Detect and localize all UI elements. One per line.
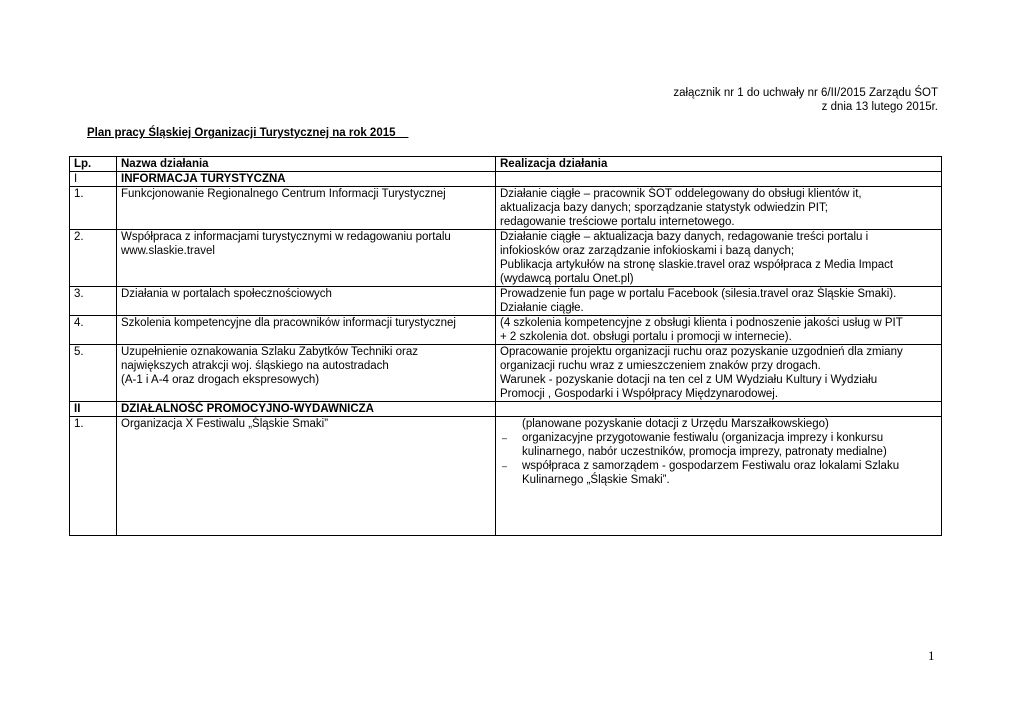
row-realization [496, 345, 942, 402]
row-name-line: największych atrakcji woj. śląskiego na autostradach [121, 360, 389, 372]
row-realization-line: infokiosków oraz zarządzanie infokioskami i bazą danych; [500, 245, 795, 257]
list-item-line: Kulinarnego „Śląskie Smaki”. [522, 474, 670, 486]
section-lp: I [70, 172, 117, 187]
list-item [500, 431, 937, 459]
attachment-note-line2: z dnia 13 lutego 2015r. [821, 101, 938, 113]
row-name-line: Działania w portalach społecznościowych [121, 288, 332, 300]
table-row [70, 316, 942, 345]
section-empty [496, 172, 942, 187]
row-name-line: Współpraca z informacjami turystycznymi w redagowaniu portalu [121, 231, 451, 243]
row-name [117, 316, 496, 345]
section-lp: II [70, 402, 117, 417]
row-realization-line: Promocji , Gospodarki i Współpracy Międzynarodowej. [500, 388, 779, 400]
row-lp: 1. [70, 417, 117, 536]
list-item [500, 459, 937, 487]
work-plan-table [69, 156, 942, 536]
list-item-line: kulinarnego, nabór uczestników, promocja imprezy, patronaty medialne) [522, 446, 887, 458]
section-name: DZIAŁALNOŚĆ PROMOCYJNO-WYDAWNICZA [117, 402, 496, 417]
table-header-row [70, 157, 942, 172]
row-lp: 4. [70, 316, 117, 345]
row-name-line: Szkolenia kompetencyjne dla pracowników informacji turystycznej [121, 317, 456, 329]
section-name: INFORMACJA TURYSTYCZNA [117, 172, 496, 187]
row-name-line: www.slaskie.travel [121, 245, 215, 257]
row-name-line: Funkcjonowanie Regionalnego Centrum Informacji Turystycznej [121, 188, 446, 200]
row-name-line: Uzupełnienie oznakowania Szlaku Zabytków Techniki oraz [121, 346, 419, 358]
header-lp: Lp. [70, 157, 117, 172]
row-realization-line: Działanie ciągłe. [500, 302, 584, 314]
row-realization-line: Prowadzenie fun page w portalu Facebook (silesia.travel oraz Śląskie Smaki). [500, 288, 897, 300]
section-row-1 [70, 172, 942, 187]
row-lp: 5. [70, 345, 117, 402]
table-row [70, 417, 942, 536]
row-lp: 1. [70, 187, 117, 230]
table-row [70, 187, 942, 230]
attachment-note [673, 86, 938, 114]
row-realization [496, 187, 942, 230]
row-lp: 3. [70, 287, 117, 316]
header-realization: Realizacja działania [496, 157, 942, 172]
row-realization-line: Warunek - pozyskanie dotacji na ten cel z UM Wydziału Kultury i Wydziału [500, 374, 878, 386]
section-row-2 [70, 402, 942, 417]
row-name: Organizacja X Festiwalu „Śląskie Smaki” [117, 417, 496, 536]
row-realization-line: Opracowanie projektu organizacji ruchu oraz pozyskanie uzgodnień dla zmiany [500, 346, 903, 358]
document-title [87, 127, 408, 139]
row-realization-line: organizacji ruchu wraz z umieszczeniem znaków przy drogach. [500, 360, 821, 372]
row-realization-line: Działanie ciągłe – aktualizacja bazy danych, redagowanie treści portalu i [500, 231, 869, 243]
row-name [117, 230, 496, 287]
list-item-line: – współpraca z samorządem - gospodarzem Festiwalu oraz lokalami Szlaku [522, 460, 900, 472]
table-row [70, 287, 942, 316]
row-realization-line: + 2 szkolenia dot. obsługi portalu i promocji w internecie). [500, 331, 792, 343]
row-name [117, 287, 496, 316]
table-row [70, 230, 942, 287]
row-name [117, 187, 496, 230]
row-realization-line: (4 szkolenia kompetencyjne z obsługi klienta i podnoszenie jakości usług w PIT [500, 317, 903, 329]
row-lp: 2. [70, 230, 117, 287]
row-name [117, 345, 496, 402]
festival-task-list [500, 417, 937, 487]
list-item [500, 417, 937, 431]
row-realization [496, 316, 942, 345]
document-title-text: Plan pracy Śląskiej Organizacji Turystycznej na rok 2015 [87, 127, 396, 139]
table-row [70, 345, 942, 402]
row-realization-line: aktualizacja bazy danych; sporządzanie statystyk odwiedzin PIT; [500, 202, 828, 214]
row-realization-line: Działanie ciągłe – pracownik ŚOT oddelegowany do obsługi klientów it, [500, 188, 862, 200]
row-realization-line: Publikacja artykułów na stronę slaskie.travel oraz współpraca z Media Impact [500, 259, 894, 271]
attachment-note-line1: załącznik nr 1 do uchwały nr 6/II/2015 Zarządu ŚOT [673, 87, 938, 99]
page-number: 1 [928, 648, 935, 663]
row-realization [496, 230, 942, 287]
list-item-line: – organizacyjne przygotowanie festiwalu (organizacja imprezy i konkursu [522, 432, 884, 444]
header-name: Nazwa działania [117, 157, 496, 172]
row-realization-line: redagowanie treściowe portalu internetowego. [500, 216, 735, 228]
list-item-line: (planowane pozyskanie dotacji z Urzędu Marszałkowskiego) [522, 418, 829, 430]
row-realization-line: (wydawcą portalu Onet.pl) [500, 273, 634, 285]
row-realization [496, 287, 942, 316]
row-realization [496, 417, 942, 536]
section-empty [496, 402, 942, 417]
row-name-line: (A-1 i A-4 oraz drogach ekspresowych) [121, 374, 320, 386]
